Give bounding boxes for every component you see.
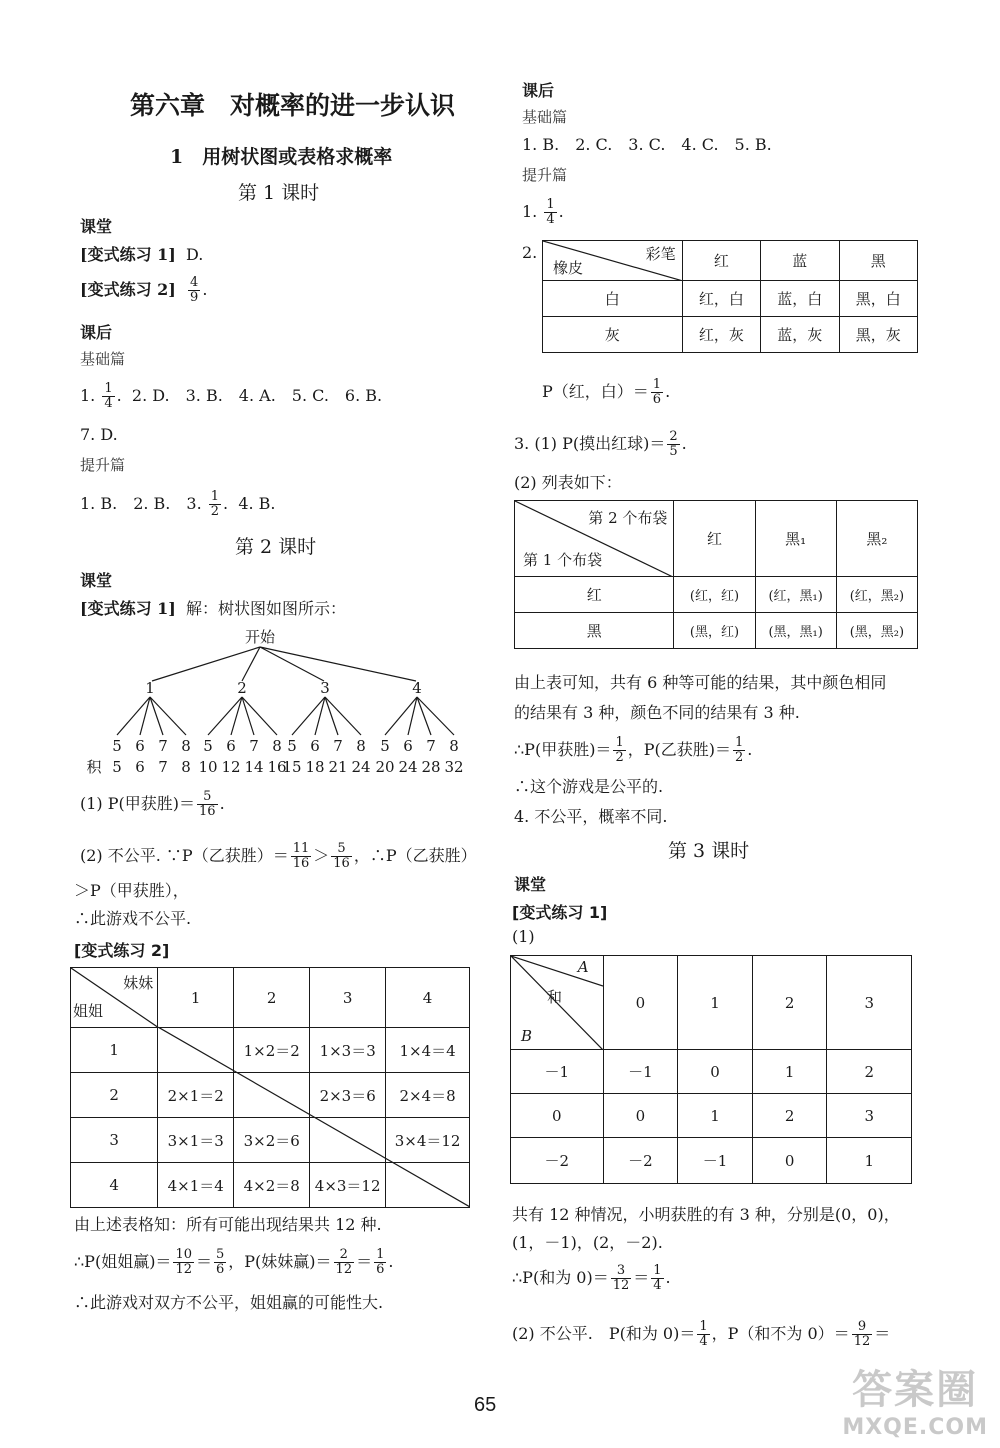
table-cell: 黑，灰 [839, 317, 918, 353]
bag-conclusion-3: ∴P(甲获胜)＝ $\frac{1}{2}$ ，P(乙获胜)＝ $\frac{1}{2}$ . [514, 735, 753, 765]
advanced-answers: 1. B. 2. B. 3. $\frac{1}{2}$ . 4. B. [80, 489, 276, 519]
table-cell: 0 [603, 1094, 678, 1138]
ex1b-label: [变式练习 1] [80, 599, 176, 618]
table-cell: (黑，黑₁) [755, 613, 836, 649]
sum-table [510, 955, 912, 1184]
table-cell: 2×3＝6 [310, 1073, 386, 1118]
tree-product: 16 [267, 758, 287, 776]
right-kehou-heading: 课后 [522, 81, 555, 100]
tree-product: 12 [221, 758, 241, 776]
tree-leaf: 7 [426, 737, 436, 755]
fraction-1-4-right: $\frac{1}{4}$ [546, 197, 555, 227]
sister-col-4: 4 [386, 968, 470, 1028]
sum-corner: A 和 B [511, 956, 604, 1050]
bag-conclusion-2: 的结果有 3 种，颜色不同的结果有 3 种. [514, 703, 800, 722]
pen-col-red: 红 [682, 241, 760, 281]
right-jichu-heading: 基础篇 [522, 108, 568, 126]
sister-col-3: 3 [310, 968, 386, 1028]
table-cell: (红，红) [674, 577, 755, 613]
tree-product: 28 [421, 758, 441, 776]
tree-leaf: 8 [181, 737, 191, 755]
fraction-1-2-right-a: $\frac{1}{2}$ [615, 735, 624, 765]
q4-answer: 4. 不公平，概率不同. [514, 807, 668, 826]
kehou-heading: 课后 [80, 323, 113, 342]
right-part-1: (1) [512, 927, 535, 946]
sum-col-2: 2 [752, 956, 827, 1050]
ex2b-label: [变式练习 2] [74, 941, 170, 960]
bag-conclusion-4: ∴这个游戏是公平的. [514, 777, 664, 796]
table-cell: 3×4＝12 [386, 1118, 470, 1163]
fraction-1-2: $\frac{1}{2}$ [210, 489, 220, 519]
table-cell: 4×3＝12 [310, 1163, 386, 1208]
tree-product-label: 积 [86, 758, 102, 776]
table-cell: 1 [827, 1138, 912, 1184]
ex1b-text: 解：树状图如图所示： [186, 599, 347, 618]
ex1-value: D. [186, 245, 204, 264]
right-adv-1: 1. $\frac{1}{4}$ . [522, 197, 564, 227]
tisheng-heading: 提升篇 [80, 456, 126, 474]
lesson-2-heading: 第 2 课时 [235, 536, 317, 558]
basic-answers-1: 1. $\frac{1}{4}$ . 2. D. 3. B. 4. A. 5. C. 6. B. [80, 381, 383, 411]
table-cell: 1 [752, 1050, 827, 1094]
bag-table [514, 500, 918, 649]
tree-leaf: 5 [287, 737, 297, 755]
p2-line: (2) 不公平. ∵P（乙获胜）＝ $\frac{11}{16}$ ＞ $\frac{5}{16}$ ，∴P（乙获胜） [80, 841, 477, 871]
pen-col-black: 黑 [839, 241, 918, 281]
conclusion-1: 由上述表格知：所有可能出现结果共 12 种. [74, 1215, 382, 1234]
tree-product: 24 [398, 758, 418, 776]
sister-col-1: 1 [158, 968, 234, 1028]
tree-product: 15 [282, 758, 302, 776]
table-cell: 黑，白 [839, 281, 918, 317]
table-cell: 蓝，白 [761, 281, 839, 317]
table-cell: 2×4＝8 [386, 1073, 470, 1118]
table-cell: －2 [603, 1138, 678, 1184]
table-cell: 3×2＝6 [234, 1118, 310, 1163]
ex2-label: [变式练习 2] [80, 280, 176, 299]
q3-part1: 3. (1) P(摸出红球)＝ $\frac{2}{5}$ . [514, 429, 687, 459]
table-cell: (黑，黑₂) [836, 613, 917, 649]
table-cell: 3×1＝3 [158, 1118, 234, 1163]
tree-leaf: 6 [310, 737, 320, 755]
fraction-5-16: $\frac{5}{16}$ [199, 789, 216, 819]
tree-product: 24 [351, 758, 371, 776]
conclusion-3: ∴此游戏对双方不公平，姐姐赢的可能性大. [74, 1293, 384, 1312]
table-cell: 0 [678, 1050, 753, 1094]
tree-leaf: 5 [380, 737, 390, 755]
table-cell: 1×4＝4 [386, 1028, 470, 1073]
ex1b-line [80, 598, 346, 620]
ketang-heading-2: 课堂 [80, 571, 113, 590]
table-cell: －1 [603, 1050, 678, 1094]
tree-diagram [70, 625, 480, 785]
pen-eraser-table [542, 240, 918, 353]
fraction-4-9: $\frac{4}{9}$ [190, 275, 199, 305]
bag-col-black1: 黑₁ [755, 501, 836, 577]
sum-conclusion-1: 共有 12 种情况，小明获胜的有 3 种，分别是(0，0)， [512, 1205, 900, 1224]
right-ketang-heading: 课堂 [514, 875, 547, 894]
sum-row-head: －1 [511, 1050, 604, 1094]
basic-answers-2: 7. D. [80, 425, 118, 444]
tree-product: 10 [198, 758, 218, 776]
table-cell: 1 [678, 1094, 753, 1138]
tree-product: 32 [444, 758, 464, 776]
table-cell: 2×1＝2 [158, 1073, 234, 1118]
bag-row-red: 红 [515, 577, 674, 613]
table-cell: 4×2＝8 [234, 1163, 310, 1208]
fraction-10-12: $\frac{10}{12}$ [175, 1247, 192, 1277]
fraction-1-2-right-b: $\frac{1}{2}$ [734, 735, 744, 765]
sum-conclusion-3: ∴P(和为 0)＝ $\frac{3}{12}$ ＝ $\frac{1}{4}$ . [512, 1263, 671, 1293]
pen-eraser-corner: 彩笔 橡皮 [543, 241, 683, 281]
table-cell: (黑，红) [674, 613, 755, 649]
tree-node-2: 2 [237, 679, 247, 697]
tree-product: 8 [181, 758, 191, 776]
table-cell: 2 [827, 1050, 912, 1094]
conclusion-2: ∴P(姐姐赢)＝ $\frac{10}{12}$ ＝ $\frac{5}{6}$ ，P(妹妹赢)＝ $\frac{2}{12}$ ＝ $\frac{1}{6}$ . [74, 1247, 394, 1277]
section-title: 1 用树状图或表格求概率 [170, 146, 393, 168]
tree-product: 6 [135, 758, 145, 776]
sum-conclusion-2: (1，－1)，(2，－2). [512, 1233, 663, 1252]
pen-col-blue: 蓝 [761, 241, 839, 281]
p2-line-3: ∴此游戏不公平. [74, 909, 192, 928]
fraction-2-5: $\frac{2}{5}$ [669, 429, 678, 459]
sister-row-head: 2 [71, 1073, 158, 1118]
tree-product: 14 [244, 758, 264, 776]
bag-corner: 第 2 个布袋 第 1 个布袋 [515, 501, 674, 577]
table-cell: －1 [678, 1138, 753, 1184]
tree-node-1: 1 [145, 679, 155, 697]
tree-node-4: 4 [412, 679, 422, 697]
table-cell: 3 [827, 1094, 912, 1138]
chapter-title: 第六章 对概率的进一步认识 [130, 91, 456, 120]
sister-row-head: 4 [71, 1163, 158, 1208]
tree-product: 5 [112, 758, 122, 776]
sister-table-diagonal [158, 1027, 470, 1207]
watermark-logo: 答案圈 MXQE.COM [842, 1367, 988, 1440]
tree-leaf: 8 [356, 737, 366, 755]
eraser-row-white: 白 [543, 281, 683, 317]
table-cell: (红，黑₂) [836, 577, 917, 613]
tree-leaf: 7 [333, 737, 343, 755]
tree-product: 7 [158, 758, 168, 776]
right-adv-2: 2. [522, 243, 538, 262]
sister-row-head: 3 [71, 1118, 158, 1163]
fraction-5-6: $\frac{5}{6}$ [216, 1247, 225, 1277]
fraction-3-12: $\frac{3}{12}$ [612, 1263, 630, 1293]
eraser-row-gray: 灰 [543, 317, 683, 353]
page-number: 65 [474, 1394, 497, 1416]
p-red-white: P（红，白）＝ $\frac{1}{6}$ . [542, 377, 671, 407]
bag-col-black2: 黑₂ [836, 501, 917, 577]
tree-product: 20 [375, 758, 395, 776]
tree-leaf: 6 [226, 737, 236, 755]
sum-row-head: 0 [511, 1094, 604, 1138]
ex1-label: [变式练习 1] [80, 245, 176, 264]
table-cell: 蓝，灰 [761, 317, 839, 353]
sister-row-head: 1 [71, 1028, 158, 1073]
tree-leaf: 6 [403, 737, 413, 755]
fraction-5-16b: $\frac{5}{16}$ [333, 841, 350, 871]
fraction-1-6-right: $\frac{1}{6}$ [652, 377, 662, 407]
fraction-1-4-right-c: $\frac{1}{4}$ [699, 1319, 708, 1349]
lesson-3-heading: 第 3 课时 [668, 840, 750, 862]
bag-row-black: 黑 [515, 613, 674, 649]
q3-part2: (2) 列表如下： [514, 473, 622, 492]
bag-conclusion-1: 由上表可知，共有 6 种等可能的结果，其中颜色相同 [514, 673, 887, 692]
tree-leaf: 8 [449, 737, 459, 755]
jichu-heading: 基础篇 [80, 350, 126, 368]
tree-leaf: 8 [272, 737, 282, 755]
fraction-9-12: $\frac{9}{12}$ [853, 1319, 871, 1349]
right-ex1-label: [变式练习 1] [512, 903, 608, 922]
table-cell: (红，黑₁) [755, 577, 836, 613]
fraction-1-4: $\frac{1}{4}$ [104, 381, 113, 411]
lesson-1-heading: 第 1 课时 [238, 182, 320, 204]
tree-product: 18 [305, 758, 325, 776]
right-basic-answers: 1. B. 2. C. 3. C. 4. C. 5. B. [522, 135, 772, 154]
table-cell: 红，灰 [682, 317, 760, 353]
bag-col-red: 红 [674, 501, 755, 577]
sum-col-3: 3 [827, 956, 912, 1050]
sum-conclusion-4: (2) 不公平. P(和为 0)＝ $\frac{1}{4}$ ，P（和不为 0）＝ $\frac{9}{12}$ ＝ [512, 1319, 891, 1349]
ketang-heading: 课堂 [80, 217, 113, 236]
fraction-1-6-left: $\frac{1}{6}$ [376, 1247, 385, 1277]
table-cell: 2 [752, 1094, 827, 1138]
fraction-2-12: $\frac{2}{12}$ [335, 1247, 353, 1277]
table-cell: 红，白 [682, 281, 760, 317]
right-tisheng-heading: 提升篇 [522, 166, 568, 184]
tree-leaf: 5 [112, 737, 122, 755]
tree-leaf: 7 [158, 737, 168, 755]
ex2-answer: [变式练习 2] $\frac{4}{9}$ . [80, 275, 208, 305]
tree-leaf: 7 [249, 737, 259, 755]
fraction-11-16: $\frac{11}{16}$ [292, 841, 310, 871]
table-cell: 0 [752, 1138, 827, 1184]
sister-table-corner: 妹妹 姐姐 [71, 968, 158, 1028]
tree-node-3: 3 [320, 679, 330, 697]
tree-leaf: 6 [135, 737, 145, 755]
table-cell: 1×3＝3 [310, 1028, 386, 1073]
tree-product: 21 [328, 758, 348, 776]
table-cell: 1×2＝2 [234, 1028, 310, 1073]
table-cell: 4×1＝4 [158, 1163, 234, 1208]
tree-root: 开始 [244, 628, 276, 646]
tree-leaf: 5 [203, 737, 213, 755]
p2-line-2: ＞P（甲获胜）， [74, 881, 189, 900]
p1-line: (1) P(甲获胜)＝ $\frac{5}{16}$ . [80, 789, 225, 819]
ex1-answer [80, 244, 203, 266]
sum-col-1: 1 [678, 956, 753, 1050]
sister-col-2: 2 [234, 968, 310, 1028]
sum-col-0: 0 [603, 956, 678, 1050]
sum-row-head: －2 [511, 1138, 604, 1184]
fraction-1-4-right-b: $\frac{1}{4}$ [653, 1263, 662, 1293]
